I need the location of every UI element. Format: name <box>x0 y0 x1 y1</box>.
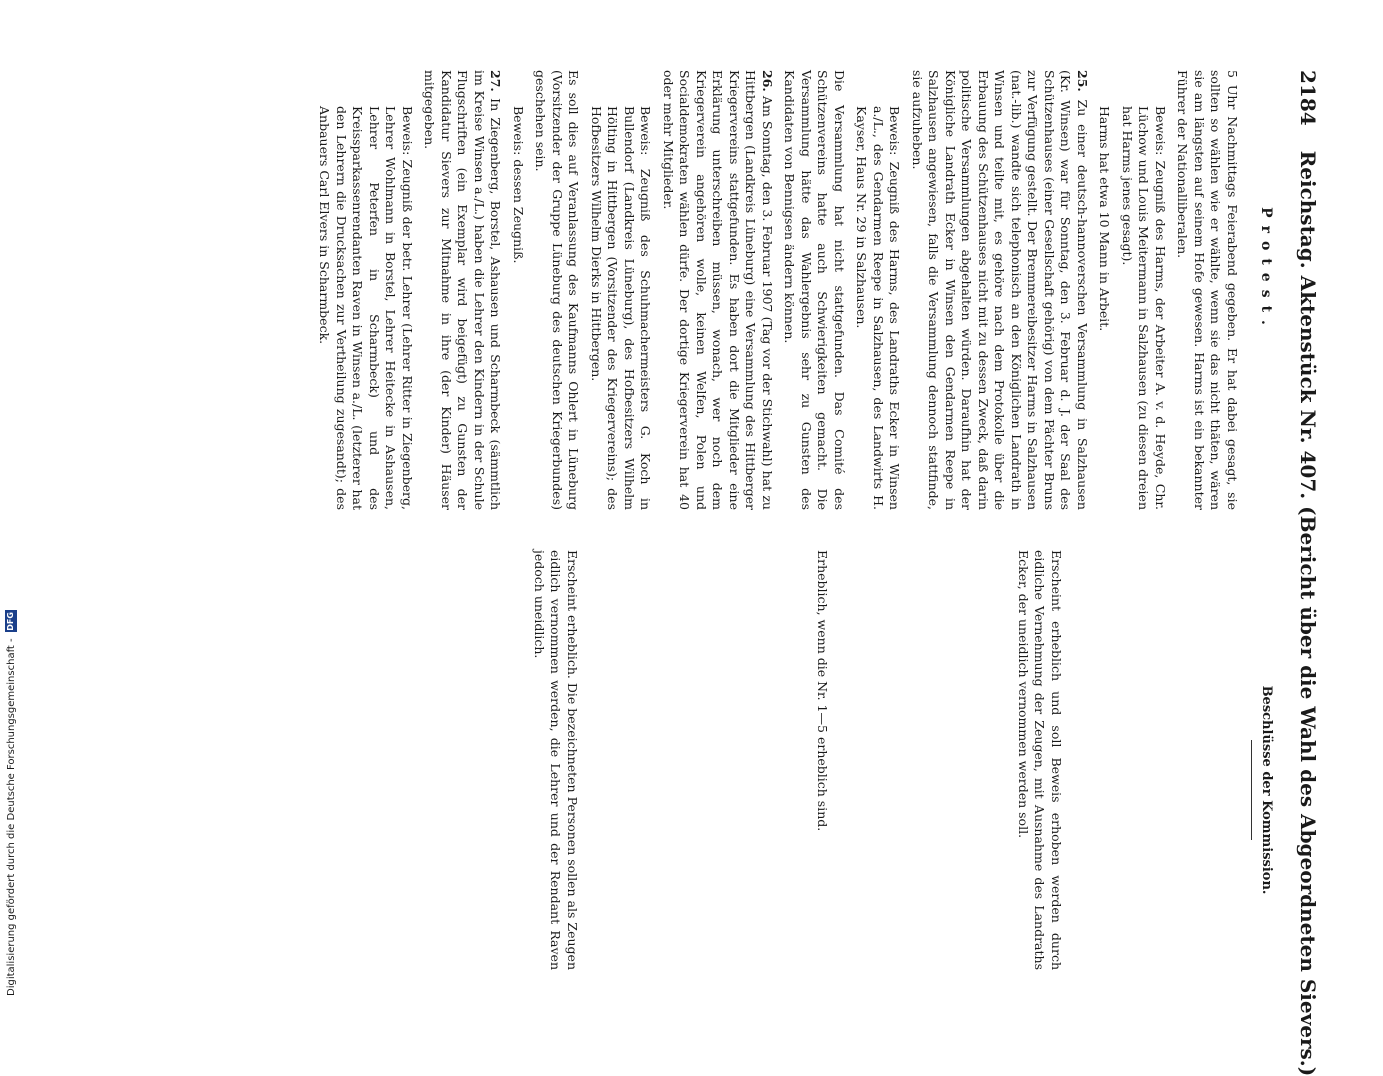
protest-column <box>310 70 1240 510</box>
item-number: 27. <box>488 70 504 92</box>
item-text: Am Sonntag, den 3. Februar 1907 (Tag vor der Stichwahl) hat zu Hittbergen (Landkreis Lüneburg) eine Versammlung des Hittberger Kriegervereins stattgefunden. Es haben dort die Mitglieder eine Erklärung unterschreiben müssen, wonach, wer noch dem Kriegerverein angehören wolle, keinen Welfen, Polen und Socialdemokraten wählen dürfe. Der dortige Kriegerverein hat 40 oder mehr Mitglieder. <box>661 70 775 510</box>
evidence: Beweis: dessen Zeugniß. <box>511 106 526 264</box>
footer <box>4 596 18 996</box>
page-title: Reichstag. Aktenstück Nr. 407. (Bericht über die Wahl des Abgeordneten Sievers.) <box>1296 150 1320 1076</box>
title-rule <box>1251 740 1252 840</box>
evidence: Beweis: Zeugniß des Schuhmachermeisters G. Koch in Bullendorf (Landkreis Lüneburg), des Hofbesitzers Wilhelm Hölting in Hittbergen (Vorsitzender des Kriegervereins); des Hofbesitzers Wilhelm Dierks in Hittbergen. <box>589 106 654 510</box>
decision-25: Erscheint erheblich und soll Beweis erhoben werden durch eidliche Vernehmung der Zeugen, mit Ausnahme des Landraths Ecker, der uneidlich vernommen werden soll. <box>1016 550 1064 970</box>
funding-note: Digitalisierung gefördert durch die Deutsche Forschungsgemeinschaft - <box>5 638 17 996</box>
commission-column <box>525 550 1241 970</box>
section-title: Protest. <box>1258 207 1274 333</box>
paragraph: 5 Uhr Nachmittags Feierabend gegeben. Er hat dabei gesagt, sie sollten so wählen wie er wählte, wenn sie das nicht thäten, wären sie am längsten auf seinem Hofe gewesen. Harms ist ein bekannter Führer der Nationalliberalen. <box>1175 70 1240 510</box>
item-number: 26. <box>760 70 775 92</box>
column-title: Beschlüsse der Kommission. <box>1259 685 1274 895</box>
item-text: In Ziegenberg, Borstel, Ashausen und Scharmbeck (sämmtlich im Kreise Winsen a./L.) haben die Lehrer den Kindern in der Schule Flugschriften (ein Exemplar wird beigefügt) zu Gunsten der Kandidatur Sievers zur Mitnahme in ihre (der Kinder) Häuser mitgegeben. <box>422 70 504 510</box>
dfg-logo: DFG <box>6 612 15 631</box>
page-number: 2184 <box>1296 70 1320 126</box>
decision-26: Erheblich, wenn die Nr. 1—5 erheblich sind. <box>815 550 831 832</box>
item-number: 25. <box>1075 70 1090 92</box>
item-27 <box>421 70 504 510</box>
paragraph: Es soll dies auf Veranlassung des Kaufmanns Ohlert in Lüneburg (Vorsitzender der Gruppe Lüneburg des deutschen Kriegerbundes) geschehen sein. <box>533 70 582 510</box>
paragraph: Harms hat etwa 10 Mann in Arbeit. <box>1097 106 1113 332</box>
evidence: Beweis: Zeugniß des Harms, der Arbeiter A. v. d. Heyde, Chr. Lüchow und Louis Meitermann in Salzhausen (zu diesen dreien hat Harms jenes gesagt). <box>1120 106 1168 510</box>
item-text: Zu einer deutsch-hannoverschen Versammlung in Salzhausen (Kr. Winsen) war für Sonntag, den 3. Februar d. J. der Saal des Schützenhauses (einer Gesellschaft gehörig) von dem Pächter Bruns zur Verfügung gestellt. Der Bremmereibesitzer Harms in Salzhausen (nat.-lib.) wandte sich telephonisch an den Königlichen Landrath in Winsen und teilte mit, es gehöre nach dem Protokolle über die Erbauung des Schützenhauses nicht mit zu dessen Zweck, daß darin politische Versammlungen abgehalten würden. Daraufhin hat der Königliche Landrath Ecker in Winsen den Gendarmen Reepe in Salzhausen angewiesen, falls die Versammlung dennoch stattfinde, sie aufzuheben. <box>910 70 1090 510</box>
rotated-page <box>60 50 1320 1076</box>
item-25 <box>909 70 1091 510</box>
decision-27: Erscheint erheblich. Die bezeichneten Personen sollen als Zeugen eidlich vernommen werden, die Lehrer und der Rendant Raven jedoch uneidlich. <box>532 550 580 970</box>
paragraph: Die Versammlung hat nicht stattgefunden. Das Comité des Schützenvereins hatte auch Schwierigkeiten gemacht. Die Versammlung hätte das Wahlergebnis sehr zu Gunsten des Kandidaten von Bennigsen ändern können. <box>782 70 847 510</box>
evidence: Beweis: Zeugniß des Harms, des Landraths Ecker in Winsen a./L., des Gendarmen Reepe in Salzhausen, des Landwirts H. Kayser, Haus Nr. 29 in Salzhausen. <box>854 106 903 510</box>
evidence: Beweis: Zeugniß der betr. Lehrer (Lehrer Ritter in Ziegenberg, Lehrer Wohlmann in Borstel, Lehrer Heitecke in Ashausen, Lehrer Peterfen in Scharmbeck) und des Kreissparkassenrendanten Raven in Winsen a./L. (letzterer hat den Lehrern die Drucksachen zur Vertheilung zugesandt); des Anbauers Carl Elvers in Scharmbeck. <box>317 106 415 510</box>
item-26 <box>660 70 776 510</box>
page-header <box>1280 70 1320 1076</box>
